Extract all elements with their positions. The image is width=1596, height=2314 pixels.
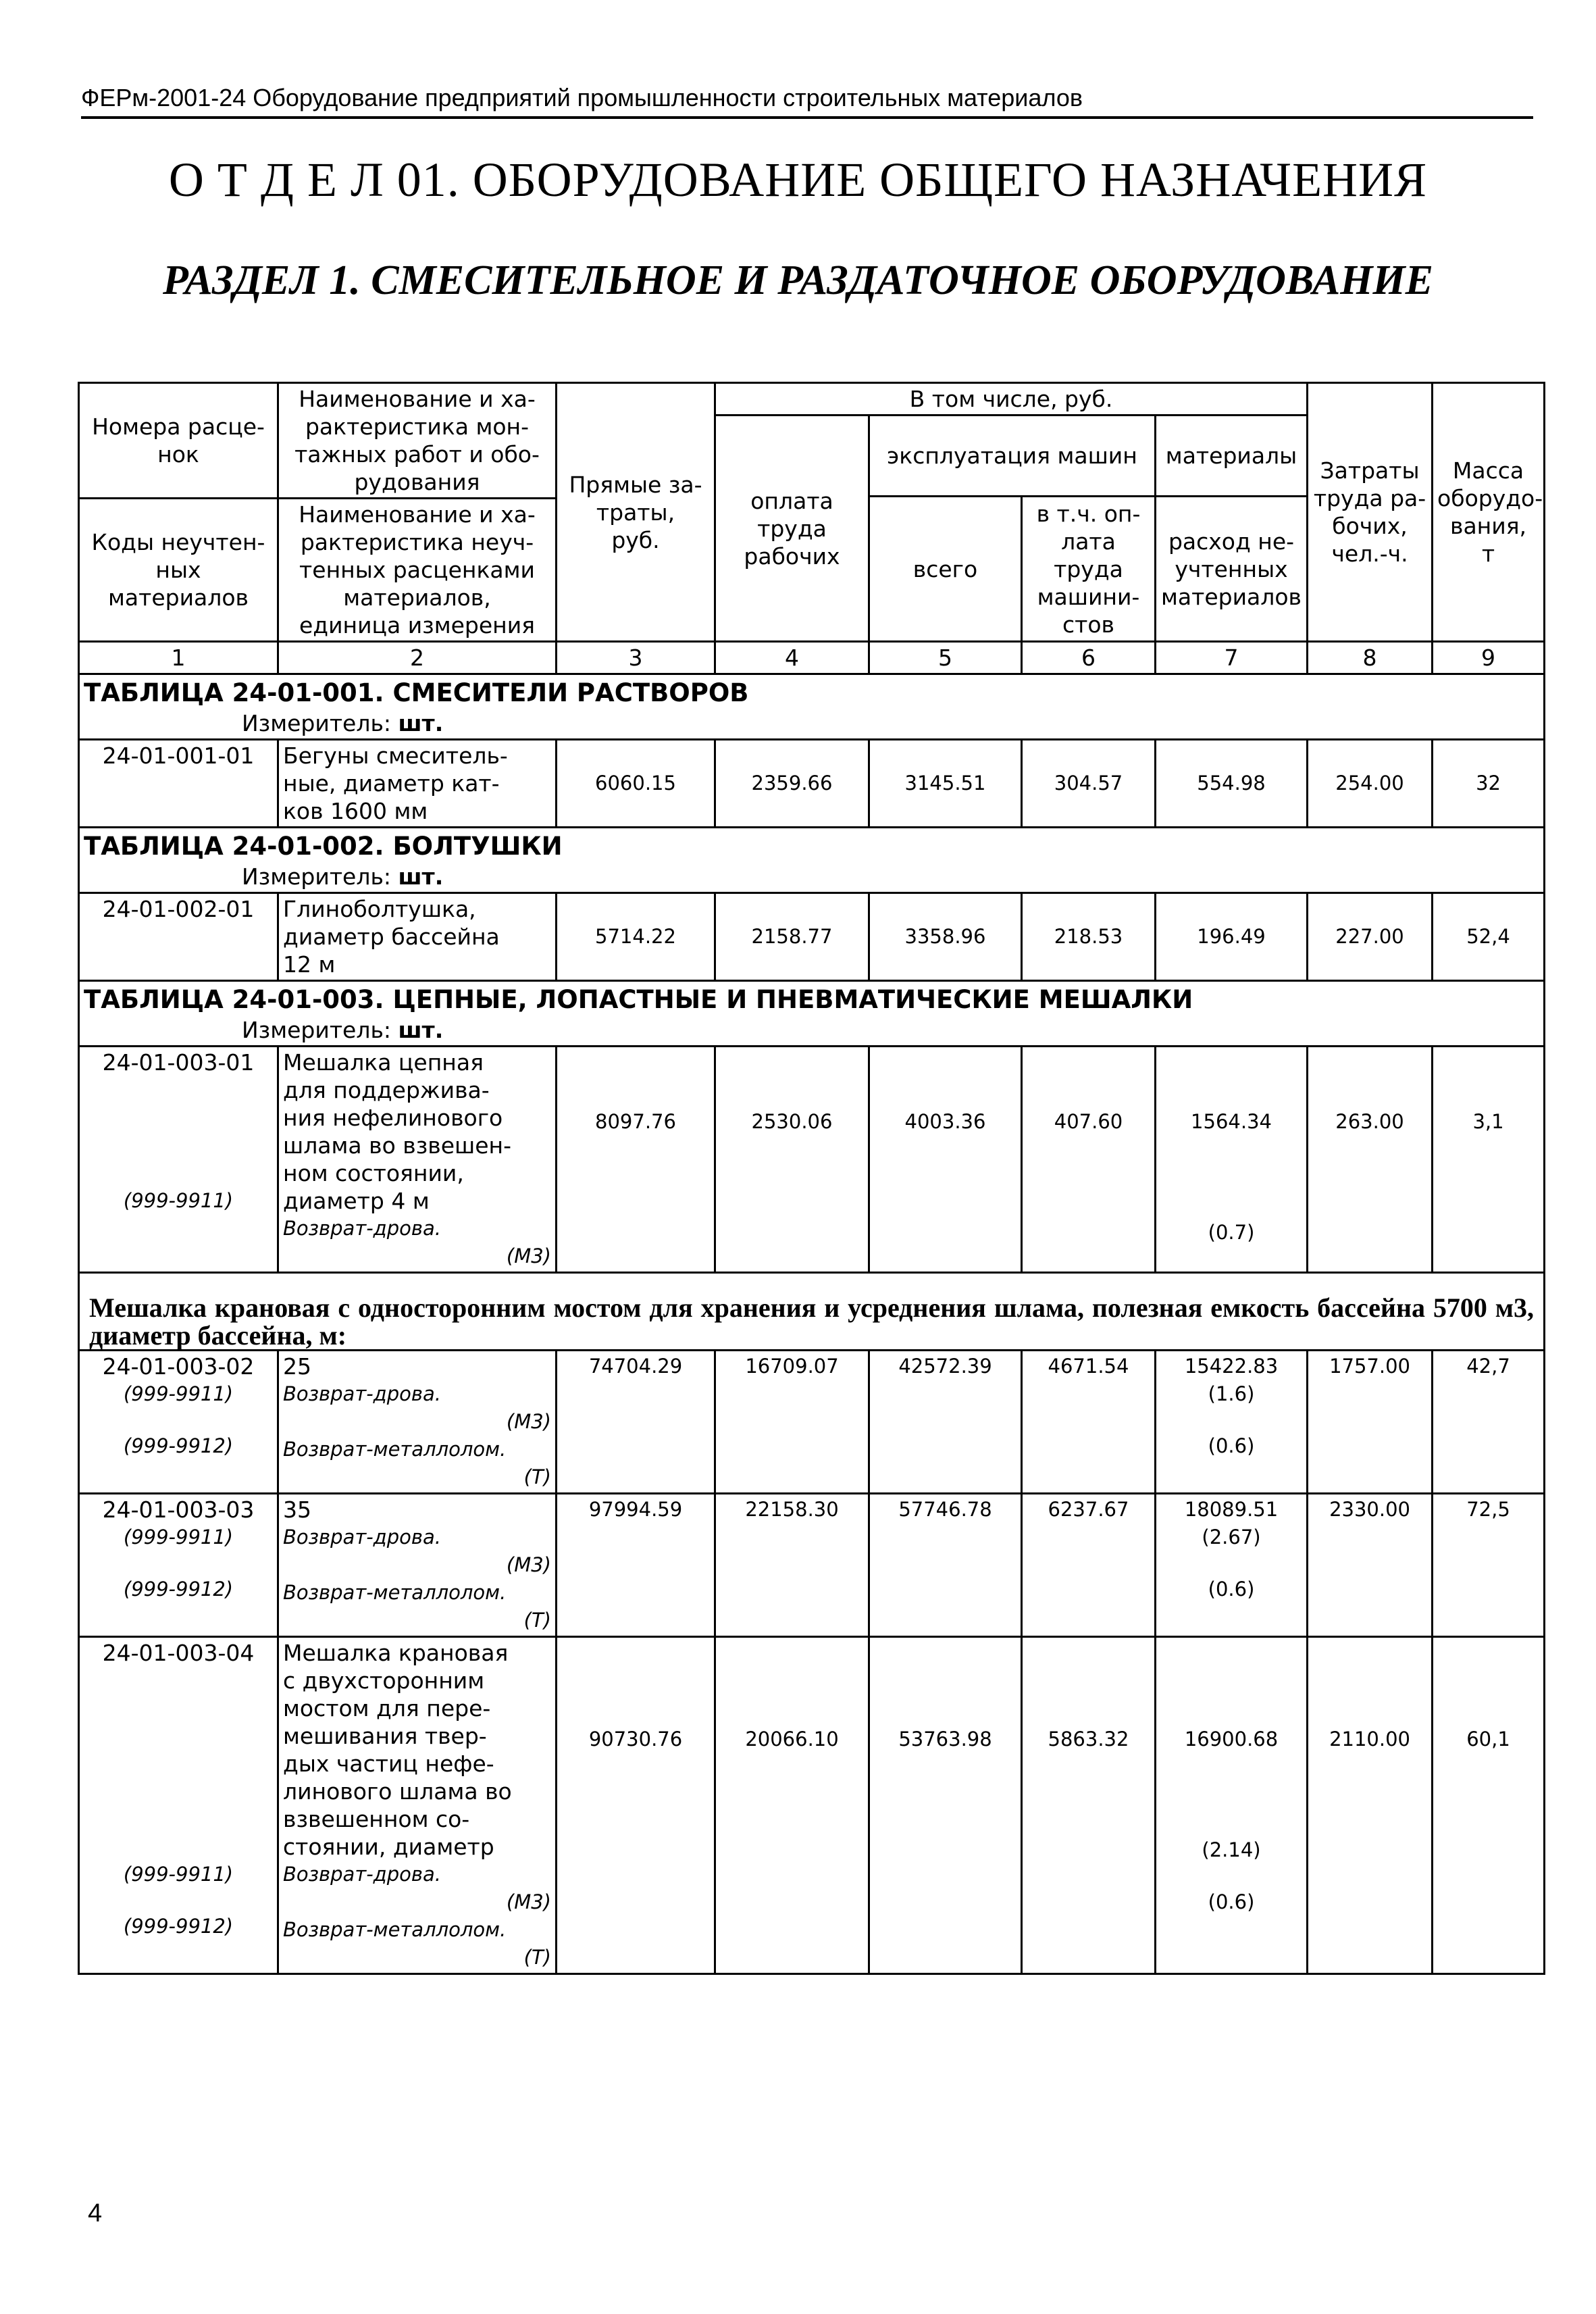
table-row: 24-01-003-03 (999-9911) (999-9912) 35 Возврат-дрова. (М3) Возврат-металлолом. (Т) 97994.59 22158.30 57746.78 6237.67 18089.51 (2.67) (0.6) 2330.00 72,5	[79, 1494, 1545, 1637]
machines-header: эксплуатация машин	[869, 416, 1156, 497]
running-header: ФЕРм-2001-24 Оборудование предприятий промышленности строительных материалов	[81, 81, 1533, 119]
measure-row: Измеритель: шт.	[79, 861, 1545, 893]
table-row: 24-01-003-02 (999-9911) (999-9912) 25 Возврат-дрова. (М3) Возврат-металлолом. (Т) 74704.29 16709.07 42572.39 4671.54 15422.83 (1.6) (0.6) 1757.00 42,7	[79, 1351, 1545, 1494]
table-row: 24-01-003-04 (999-9911) (999-9912) Мешалка крановая с двухсторонним мостом для пере- мешивания твер- дых частиц нефе- линового шлама во взвешенном со- стоянии, диаметр Возврат-дрова. (М3) Возврат-металлолом. (Т) 90730.76 20066.10 53763.98 5863.32 16900.68 (2.14) (0.6) 2110.00 60,1	[79, 1637, 1545, 1974]
including-header: В том числе, руб.	[715, 383, 1308, 416]
table-row: 24-01-002-01 Глиноболтушка, диаметр бассейна 12 м 5714.22 2158.77 3358.96 218.53 196.49 227.00 52,4	[79, 893, 1545, 981]
measure-row: Измеритель: шт.	[79, 1015, 1545, 1047]
col1-header-bottom: Коды неучтен- ных материалов	[79, 499, 278, 642]
group-caption-row: Мешалка крановая с односторонним мостом для хранения и усреднения шлама, полезная емкость бассейна 5700 м3, диаметр бассейна, м:	[79, 1273, 1545, 1351]
col2-header-bottom: Наименование и ха- рактеристика неуч- тенных расценками материалов, единица измерения	[278, 499, 557, 642]
col5-header: всего	[869, 497, 1022, 642]
col1-header-top: Номера расце- нок	[79, 383, 278, 499]
header-row-1	[79, 383, 1545, 416]
col4-header: оплата труда рабочих	[715, 416, 869, 642]
col8-header: Затраты труда ра- бочих, чел.-ч.	[1308, 383, 1433, 642]
table-title-row: ТАБЛИЦА 24-01-002. БОЛТУШКИ	[79, 828, 1545, 862]
col2-header-top: Наименование и ха- рактеристика мон- тажных работ и обо- рудования	[278, 383, 557, 499]
measure-row: Измеритель: шт.	[79, 708, 1545, 740]
section-title: О Т Д Е Л 01. ОБОРУДОВАНИЕ ОБЩЕГО НАЗНАЧЕНИЯ	[168, 153, 1428, 207]
col3-header: Прямые за- траты, руб.	[557, 383, 715, 642]
table-title-row: ТАБЛИЦА 24-01-001. СМЕСИТЕЛИ РАСТВОРОВ	[79, 674, 1545, 709]
col9-header: Масса оборудо- вания, т	[1433, 383, 1545, 642]
col6-header: в т.ч. оп- лата труда машини- стов	[1022, 497, 1156, 642]
col7-header: расход не- учтенных материалов	[1156, 497, 1308, 642]
table-row: 24-01-003-01 (999-9911) Мешалка цепная для поддержива- ния нефелинового шлама во взвешен- ном состоянии, диаметр 4 м Возврат-дрова. (М3) 8097.76 2530.06 4003.36 407.60 1564.34 (0.7) 263.00 3,1	[79, 1047, 1545, 1273]
column-numbers-row: 1 2 3 4 5 6 7 8 9	[79, 642, 1545, 674]
table-row: 24-01-001-01 Бегуны смеситель- ные, диаметр кат- ков 1600 мм 6060.15 2359.66 3145.51 304.57 554.98 254.00 32	[79, 740, 1545, 828]
table-title-row: ТАБЛИЦА 24-01-003. ЦЕПНЫЕ, ЛОПАСТНЫЕ И ПНЕВМАТИЧЕСКИЕ МЕШАЛКИ	[79, 981, 1545, 1015]
materials-header: материалы	[1156, 416, 1308, 497]
subsection-title: РАЗДЕЛ 1. СМЕСИТЕЛЬНОЕ И РАЗДАТОЧНОЕ ОБОРУДОВАНИЕ	[162, 257, 1433, 303]
rates-table	[78, 382, 1545, 1975]
page-number: 4	[88, 2199, 103, 2228]
